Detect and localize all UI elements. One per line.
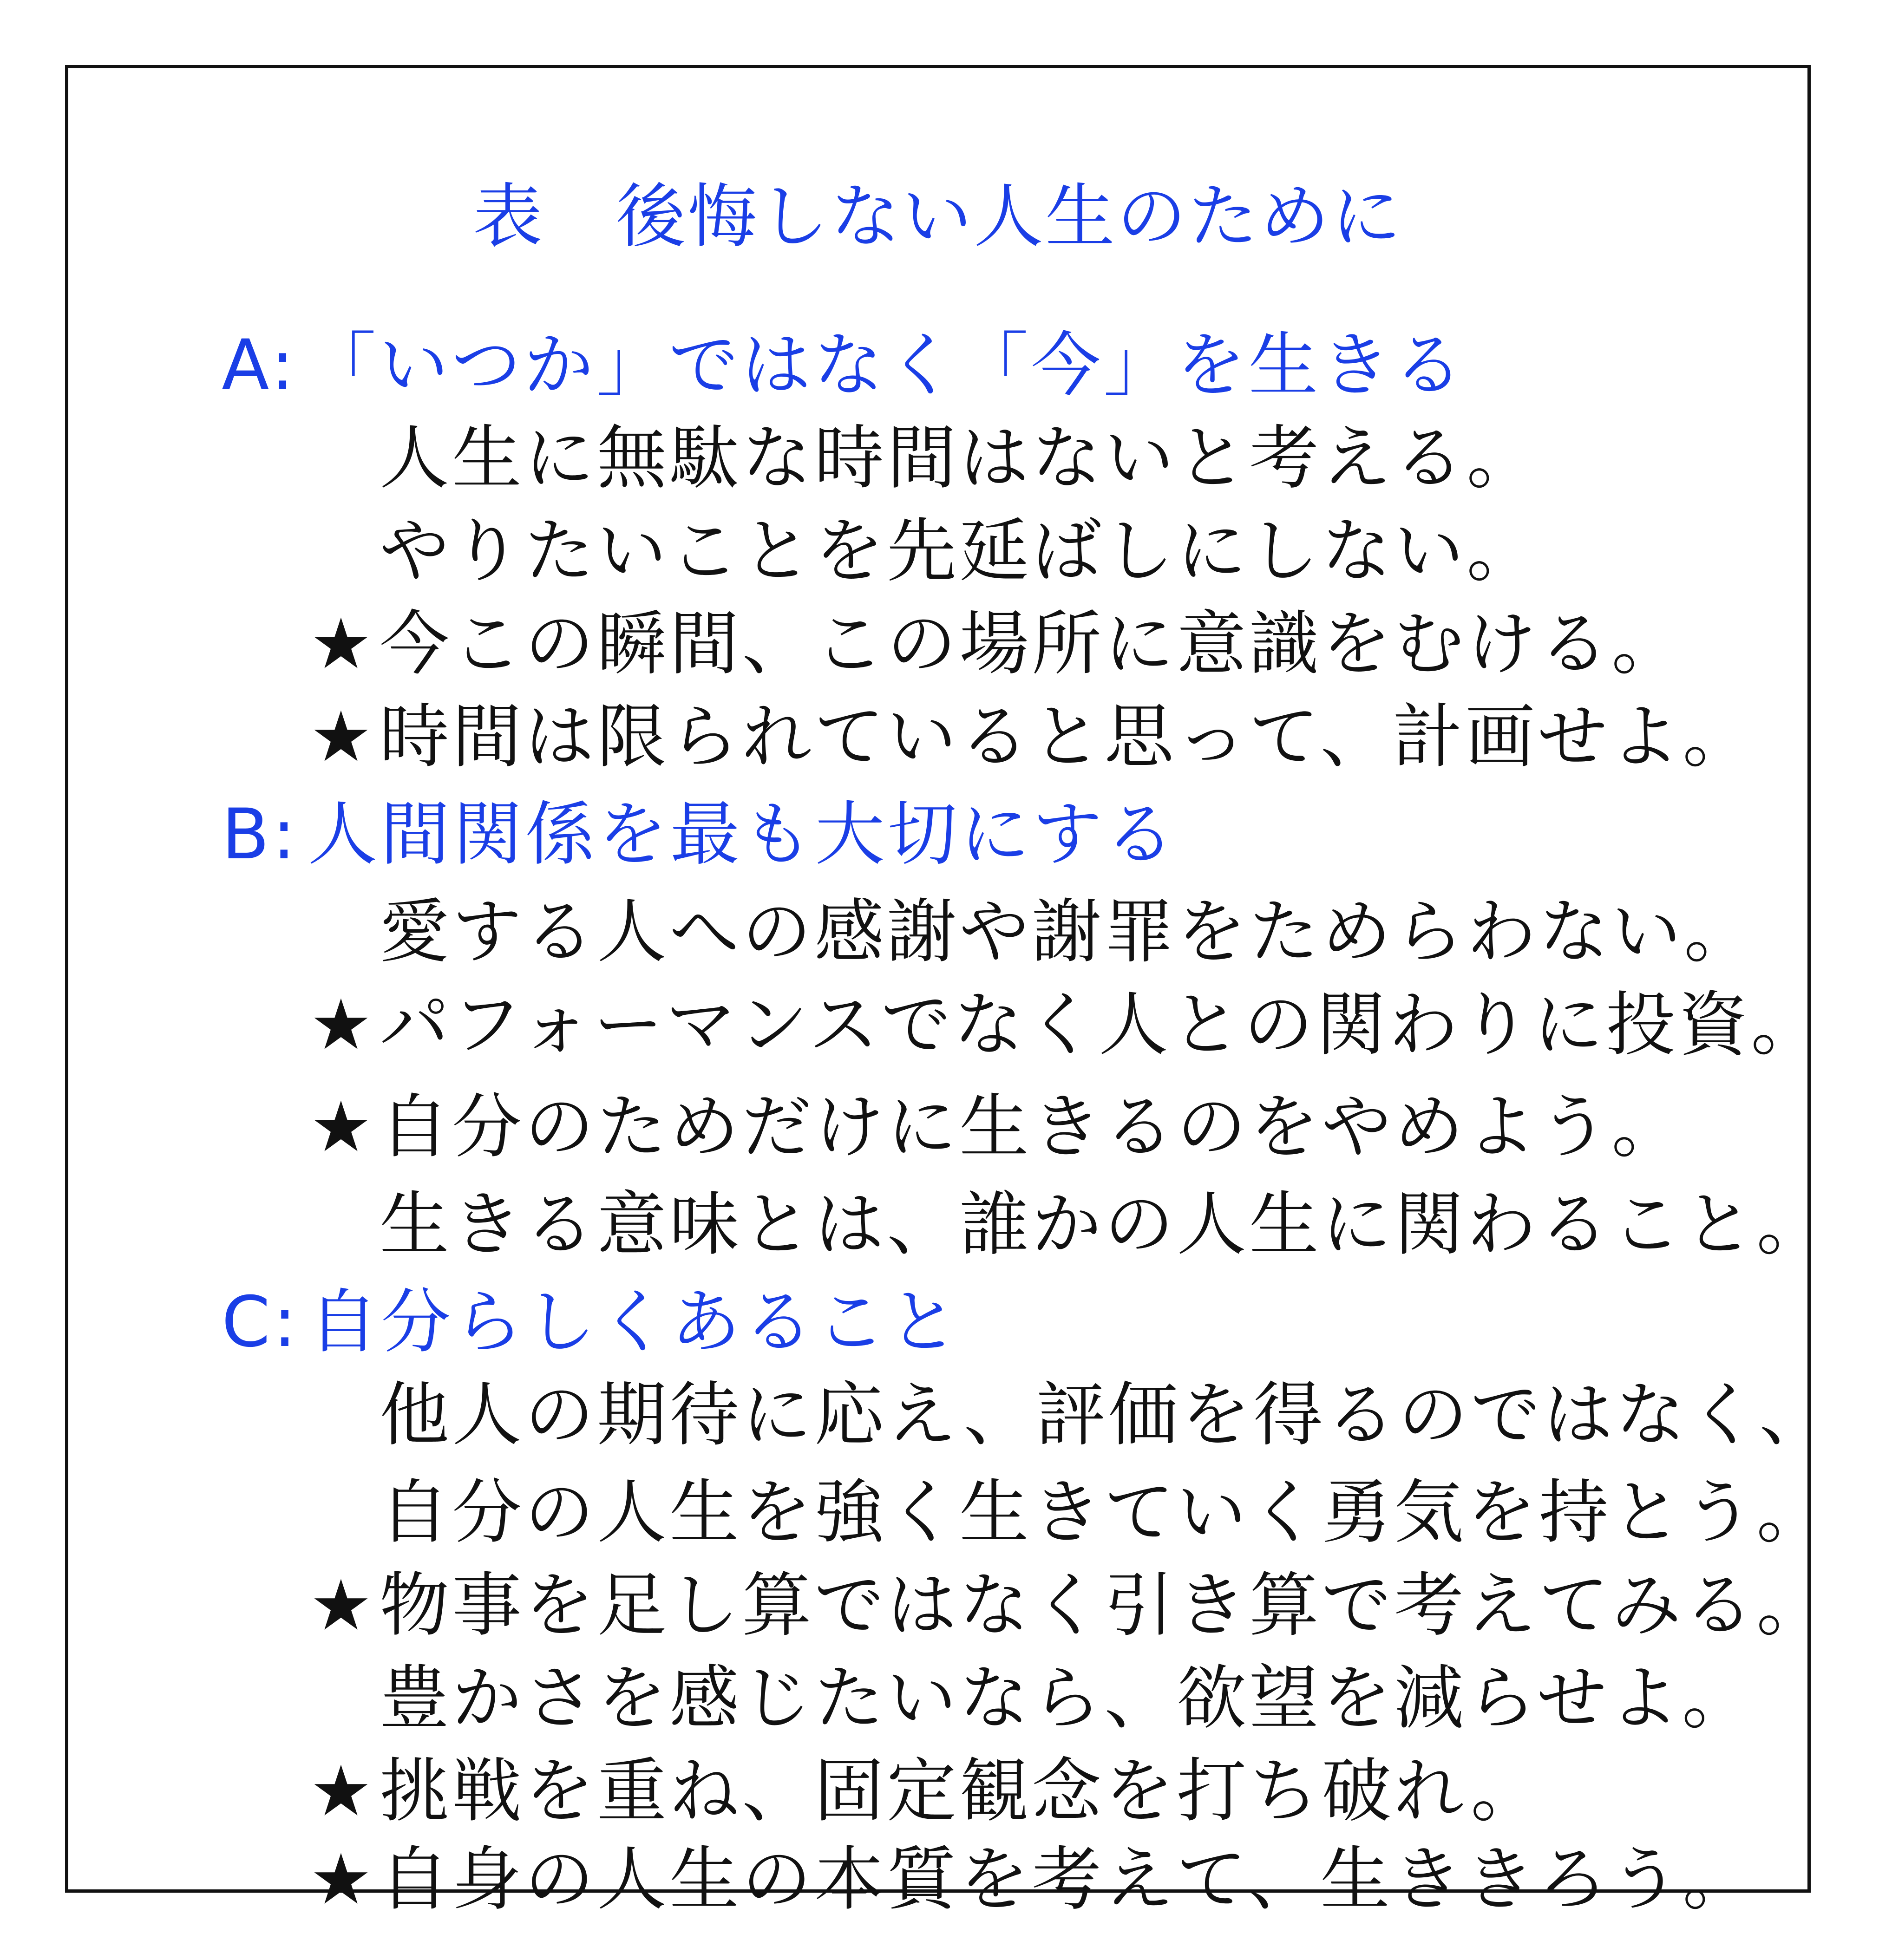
section-b-item-4: [305, 1178, 1829, 1271]
section-c-item-3: [305, 1559, 1829, 1652]
section-a-item-2: [305, 505, 1539, 598]
item-text: 他人の期待に応え、評価を得るのではなく、: [380, 1375, 1832, 1456]
section-c-item-2: [305, 1466, 1829, 1559]
item-text: 愛する人への感謝や謝罪をためらわない。: [380, 892, 1757, 973]
item-text: やりたいことを先延ばしにしない。: [380, 511, 1539, 592]
section-b-item-2: [305, 979, 1823, 1071]
item-text: 挑戦を重ね、固定観念を打ち破れ。: [380, 1751, 1544, 1832]
section-b-label: B:: [222, 794, 299, 875]
section-a-heading-text: 「いつか」ではなく「今」を生きる: [306, 325, 1466, 406]
section-b-heading: [222, 788, 1177, 881]
section-a-label: A:: [222, 325, 297, 406]
section-a-heading: [222, 319, 1466, 412]
item-text: 人生に無駄な時間はないと考える。: [380, 418, 1539, 499]
section-a-item-1: [305, 412, 1539, 505]
section-c-heading-text: 自分らしくあること: [308, 1282, 961, 1363]
item-text: 生きる意味とは、誰かの人生に関わること。: [380, 1184, 1829, 1265]
section-c-item-5: [305, 1745, 1543, 1838]
star-icon: ★: [309, 1839, 375, 1920]
item-text: 時間は限られていると思って、計画せよ。: [380, 697, 1755, 777]
section-a-item-4: [305, 691, 1755, 784]
item-text: 自身の人生の本質を考えて、生ききろう。: [380, 1839, 1755, 1920]
section-c-item-1: [305, 1369, 1832, 1462]
section-c-label: C:: [222, 1282, 300, 1363]
star-icon: ★: [309, 697, 375, 777]
star-icon: ★: [309, 1087, 375, 1168]
item-text: 今この瞬間、この場所に意識をむける。: [380, 604, 1684, 685]
star-icon: ★: [309, 604, 375, 685]
star-icon: ★: [309, 1565, 375, 1646]
section-c-item-6: [305, 1833, 1755, 1926]
item-text: 物事を足し算ではなく引き算で考えてみる。: [380, 1565, 1829, 1646]
section-b-heading-text: 人間関係を最も大切にする: [308, 794, 1178, 875]
table-frame: [65, 65, 1832, 1920]
section-b-item-1: [305, 886, 1756, 979]
item-text: 自分のためだけに生きるのをやめよう。: [380, 1087, 1684, 1168]
section-a-item-3: [305, 598, 1684, 691]
page-title: 表 後悔しない人生のために: [472, 176, 1403, 257]
section-c-heading: [222, 1276, 961, 1369]
section-c-item-4: [305, 1652, 1755, 1745]
section-b-item-3: [305, 1081, 1684, 1174]
item-text: 豊かさを感じたいなら、欲望を減らせよ。: [380, 1658, 1755, 1739]
star-icon: ★: [309, 1751, 375, 1832]
star-icon: ★: [309, 985, 375, 1065]
item-text: パフォーマンスでなく人との関わりに投資。: [380, 985, 1824, 1065]
item-text: 自分の人生を強く生きていく勇気を持とう。: [380, 1472, 1829, 1553]
